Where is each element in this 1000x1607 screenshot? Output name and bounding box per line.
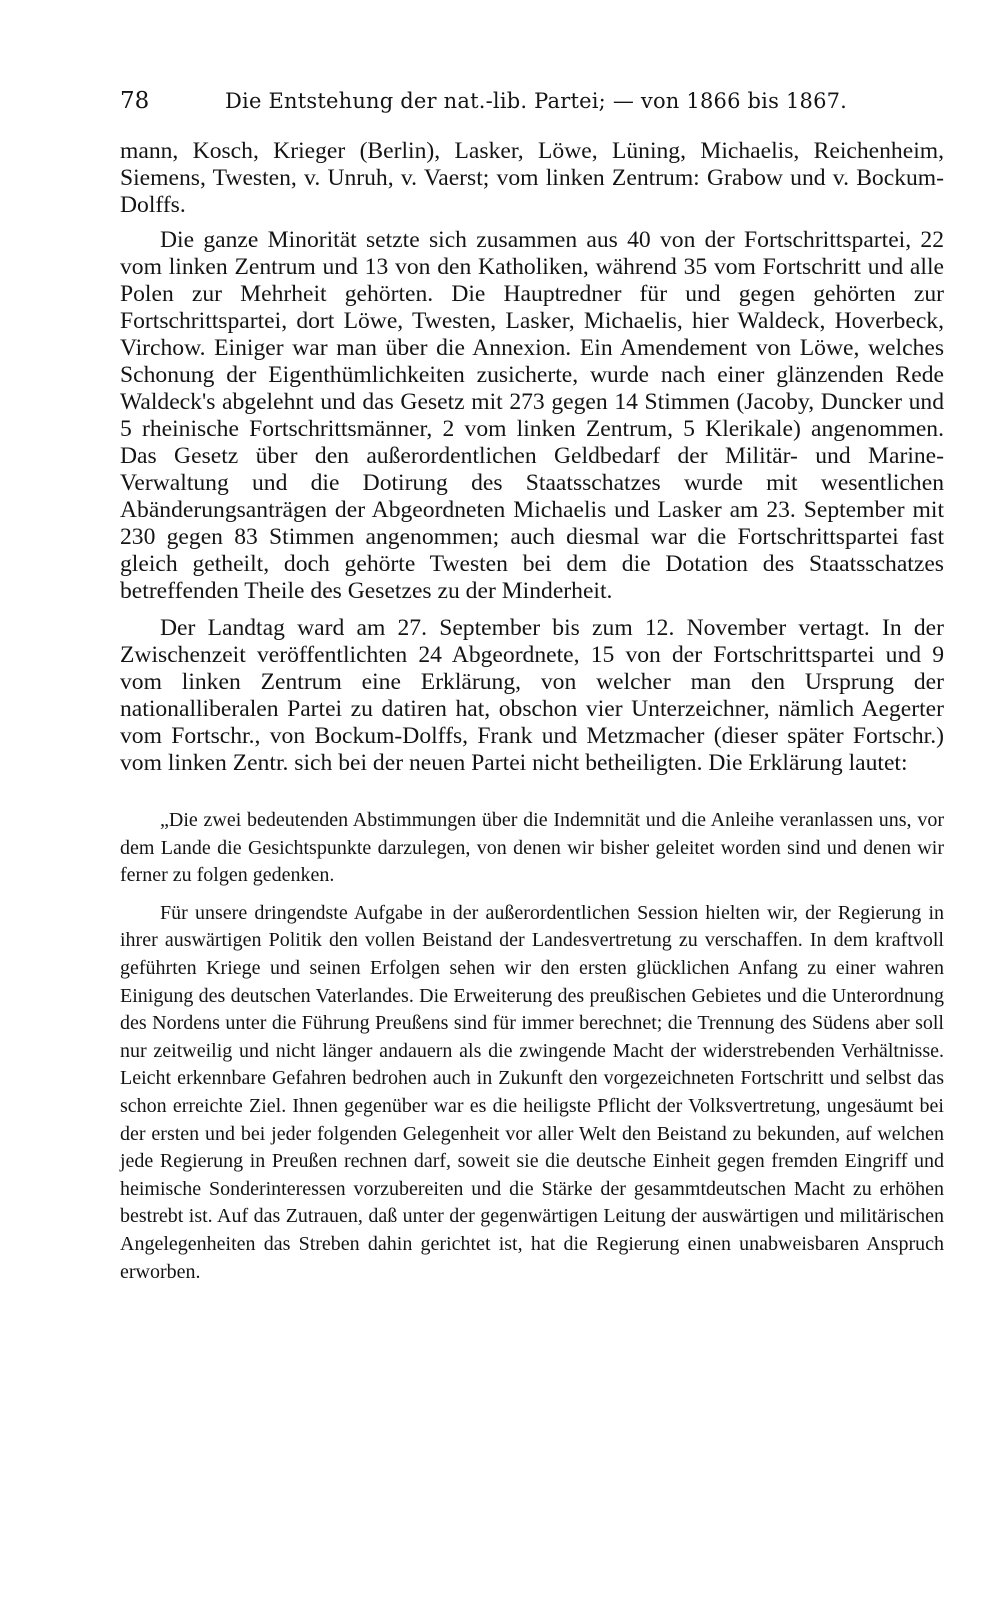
paragraph-continuation: mann, Kosch, Krieger (Berlin), Lasker, Löwe, Lüning, Michaelis, Reichenheim, Siemens, Twesten, v. Unruh, v. Vaerst; vom linken Zentrum: Grabow und v. Bockum-Dolffs. <box>120 138 944 218</box>
running-head <box>120 88 944 124</box>
declaration-quote <box>120 807 944 1286</box>
paragraph-minority: Die ganze Minorität setzte sich zusammen aus 40 von der Fortschrittspartei, 22 vom linken Zentrum und 13 von den Katholiken, während 35 vom Fortschritt und alle Polen zur Mehrheit gehörten. Die Hauptredner für und gegen gehörten zur Fortschrittspartei, dort Löwe, Twesten, Lasker, Michaelis, hier Waldeck, Hoverbeck, Virchow. Einiger war man über die Annexion. Ein Amendement von Löwe, welches Schonung der Eigenthümlichkeiten zusicherte, wurde nach einer glänzenden Rede Waldeck's abgelehnt und das Gesetz mit 273 gegen 14 Stimmen (Jacoby, Duncker und 5 rheinische Fortschrittsmänner, 2 vom linken Zentrum, 5 Klerikale) angenommen. Das Gesetz über den außerordentlichen Geldbedarf der Militär- und Marine-Verwaltung und die Dotirung des Staatsschatzes wurde mit wesentlichen Abänderungsanträgen der Abgeordneten Michaelis und Lasker am 23. September mit 230 gegen 83 Stimmen angenommen; auch diesmal war die Fortschrittspartei fast gleich getheilt, doch gehörte Twesten bei dem die Dotation des Staatsschatzes betreffenden Theile des Gesetzes zu der Minderheit. <box>120 227 944 604</box>
quote-spacer <box>120 890 944 900</box>
quote-paragraph-intro: „Die zwei bedeutenden Abstimmungen über die Indemnität und die Anleihe veranlassen uns, vor dem Lande die Gesichtspunkte darzulegen, von denen wir bisher geleitet worden sind und denen wir ferner zu folgen gedenken. <box>120 809 944 887</box>
body-text <box>120 138 944 777</box>
running-title: Die Entstehung der nat.-lib. Partei; — von 1866 bis 1867. <box>225 89 848 113</box>
paragraph-landtag: Der Landtag ward am 27. September bis zum 12. November vertagt. In der Zwischenzeit veröffentlichten 24 Abgeordnete, 15 von der Fortschrittspartei und 9 vom linken Zentrum eine Erklärung, von welcher man den Ursprung der nationalliberalen Partei zu datiren hat, obschon vier Unterzeichner, nämlich Aegerter vom Fortschr., von Bockum-Dolffs, Frank und Metzmacher (dieser später Fortschr.) vom linken Zentr. sich bei der neuen Partei nicht betheiligten. Die Erklärung lautet: <box>120 615 944 776</box>
section-spacer <box>120 777 944 807</box>
page-number: 78 <box>120 88 150 114</box>
paragraph-spacer <box>120 605 944 615</box>
quote-paragraph-main: Für unsere dringendste Aufgabe in der außerordentlichen Session hielten wir, der Regierung in ihrer auswärtigen Politik den vollen Beistand der Landesvertretung zu verschaffen. In dem kraftvoll geführten Kriege und seinen Erfolgen sehen wir den ersten glücklichen Anfang zu einer wahren Einigung des deutschen Vaterlandes. Die Erweiterung des preußischen Gebietes und die Unterordnung des Nordens unter die Führung Preußens sind für immer berechnet; die Trennung des Südens aber soll nur zeitweilig und nicht länger andauern als die zwingende Macht der widerstrebenden Verhältnisse. Leicht erkennbare Gefahren bedrohen auch in Zukunft den vorgezeichneten Fortschritt und selbst das schon erreichte Ziel. Ihnen gegenüber war es die heiligste Pflicht der Volksvertretung, ungesäumt bei der ersten und bei jeder folgenden Gelegenheit vor aller Welt den Beistand zu bekunden, auf welchen jede Regierung in Preußen rechnen darf, soweit sie die deutsche Einheit gegen fremden Eingriff und heimische Sonderinteressen vorzubereiten und die Stärke der gesammtdeutschen Macht zu erhöhen bestrebt ist. Auf das Zutrauen, daß unter der gegenwärtigen Leitung der auswärtigen und militärischen Angelegenheiten das Streben dahin gerichtet ist, hat die Regierung einen unabweisbaren Anspruch erworben. <box>120 901 944 1283</box>
paragraph-spacer <box>120 219 944 227</box>
